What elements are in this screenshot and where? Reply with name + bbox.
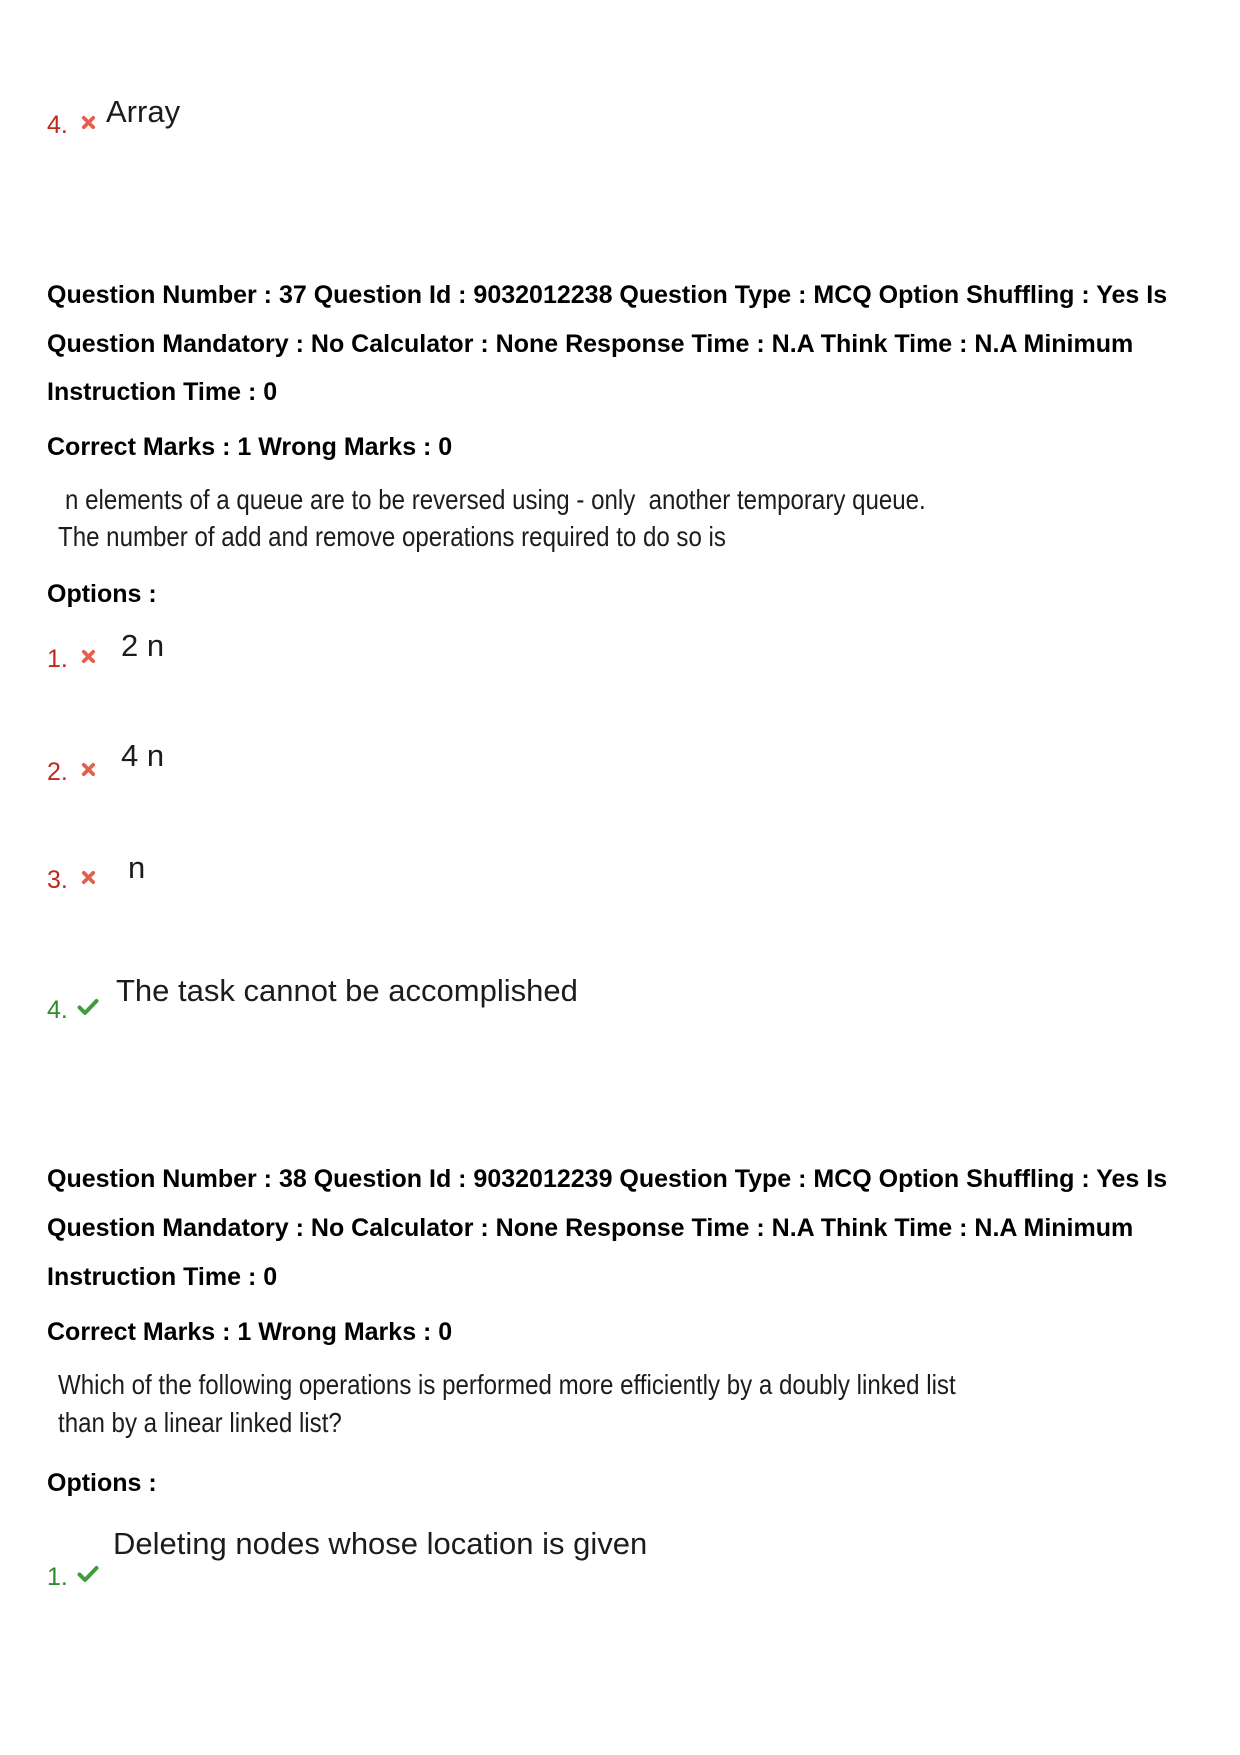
question-meta-line: Instruction Time : 0 bbox=[47, 378, 278, 406]
check-icon bbox=[77, 998, 99, 1016]
option-text: n bbox=[128, 850, 146, 885]
question-text-line: Which of the following operations is performed more efficiently by a doubly linked list bbox=[58, 1369, 956, 1400]
option-number: 1. bbox=[47, 645, 68, 673]
question-text-line: n elements of a queue are to be reversed using - only another temporary queue. bbox=[65, 484, 926, 515]
option-row bbox=[0, 94, 1240, 154]
option-number: 1. bbox=[47, 1563, 68, 1591]
option-row bbox=[0, 738, 1240, 798]
option-row bbox=[0, 973, 1240, 1033]
option-row bbox=[0, 628, 1240, 688]
options-label: Options : bbox=[47, 580, 157, 608]
question-meta-line: Instruction Time : 0 bbox=[47, 1263, 278, 1291]
cross-icon bbox=[77, 760, 99, 778]
option-number: 4. bbox=[47, 996, 68, 1024]
question-meta-line: Question Number : 38 Question Id : 9032012239 Question Type : MCQ Option Shuffling : Yes Is bbox=[47, 1165, 1168, 1193]
option-row bbox=[0, 850, 1240, 910]
question-text-line: than by a linear linked list? bbox=[58, 1407, 342, 1438]
marks-line: Correct Marks : 1 Wrong Marks : 0 bbox=[47, 1318, 453, 1346]
cross-icon bbox=[77, 113, 99, 131]
option-text: 2 n bbox=[121, 628, 165, 663]
cross-icon bbox=[77, 647, 99, 665]
question-meta-line: Question Mandatory : No Calculator : None Response Time : N.A Think Time : N.A Minimum bbox=[47, 1214, 1134, 1242]
cross-icon bbox=[77, 868, 99, 886]
check-icon bbox=[77, 1565, 99, 1583]
question-meta-line: Question Number : 37 Question Id : 9032012238 Question Type : MCQ Option Shuffling : Yes Is bbox=[47, 281, 1168, 309]
option-row bbox=[0, 1526, 1240, 1591]
option-text: The task cannot be accomplished bbox=[116, 973, 578, 1008]
question-meta-line: Question Mandatory : No Calculator : None Response Time : N.A Think Time : N.A Minimum bbox=[47, 330, 1134, 358]
option-number: 2. bbox=[47, 758, 68, 786]
option-text: Array bbox=[106, 94, 181, 129]
option-number: 3. bbox=[47, 866, 68, 894]
option-text: Deleting nodes whose location is given bbox=[113, 1526, 648, 1561]
option-text: 4 n bbox=[121, 738, 165, 773]
options-label: Options : bbox=[47, 1469, 157, 1497]
question-text-line: The number of add and remove operations required to do so is bbox=[58, 521, 726, 552]
marks-line: Correct Marks : 1 Wrong Marks : 0 bbox=[47, 433, 453, 461]
option-number: 4. bbox=[47, 111, 68, 139]
